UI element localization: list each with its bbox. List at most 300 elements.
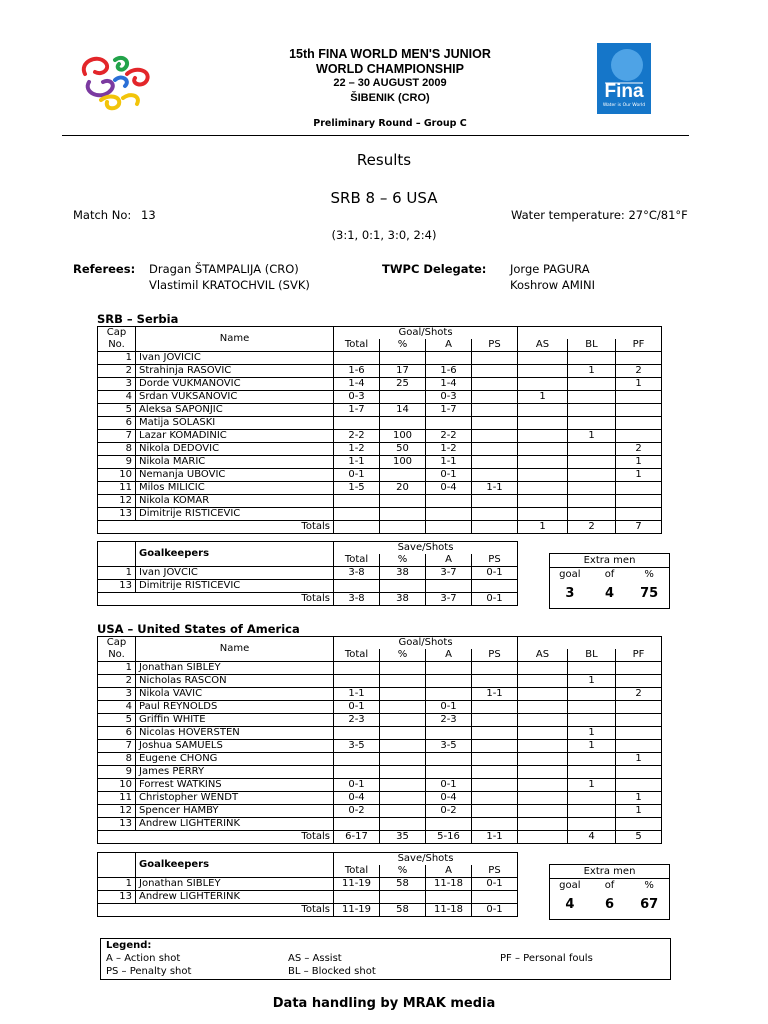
table-row [98, 740, 662, 753]
stat-pf [616, 701, 662, 714]
cap-number: 1 [98, 567, 136, 580]
header-a: A [426, 649, 472, 662]
stat-a [426, 495, 472, 508]
cap-number: 2 [98, 675, 136, 688]
player-name: Paul REYNOLDS [136, 701, 334, 714]
header-pct: % [380, 339, 426, 352]
stat-pf [616, 662, 662, 675]
stat-bl [568, 352, 616, 365]
total-pct: 38 [380, 593, 426, 606]
header-pct: % [380, 865, 426, 878]
total-pf: 5 [616, 831, 662, 844]
player-name: Spencer HAMBY [136, 805, 334, 818]
header-bl: BL [568, 339, 616, 352]
stat-a [426, 753, 472, 766]
stat-pf: 2 [616, 688, 662, 701]
pct-label: % [644, 880, 654, 891]
match-score: SRB 8 – 6 USA [330, 189, 438, 207]
player-name: Jonathan SIBLEY [136, 662, 334, 675]
table-row [98, 675, 662, 688]
stat-total [334, 352, 380, 365]
total-ps [472, 521, 518, 534]
stat-pct: 100 [380, 430, 426, 443]
cap-number: 7 [98, 430, 136, 443]
delegate-label: TWPC Delegate: [382, 262, 487, 276]
cap-number: 10 [98, 779, 136, 792]
stat-bl [568, 662, 616, 675]
stat-as [518, 469, 568, 482]
goalkeeper-table [97, 541, 518, 606]
stat-total: 1-6 [334, 365, 380, 378]
header-pct: % [380, 649, 426, 662]
header-blank [518, 637, 662, 650]
stat-a: 1-4 [426, 378, 472, 391]
extra-men-of: 4 [604, 586, 615, 601]
total-ps: 0-1 [472, 593, 518, 606]
header-save-shots: Save/Shots [334, 542, 518, 555]
total-a [426, 521, 472, 534]
player-name: Andrew LIGHTERINK [136, 818, 334, 831]
stat-ps [472, 740, 518, 753]
stat-ps [472, 662, 518, 675]
legend-item: PF – Personal fouls [500, 953, 593, 964]
goalkeeper-name: Dimitrije RISTICEVIC [136, 580, 334, 593]
stat-bl [568, 469, 616, 482]
referees-label: Referees: [73, 262, 136, 276]
table-row [98, 378, 662, 391]
player-name: Nicholas RASCON [136, 675, 334, 688]
stat-as [518, 378, 568, 391]
stat-pct: 14 [380, 404, 426, 417]
stat-pct [380, 675, 426, 688]
table-row [98, 766, 662, 779]
header-blank [98, 542, 136, 567]
player-name: Nikola VAVIC [136, 688, 334, 701]
cap-number: 4 [98, 391, 136, 404]
stat-bl [568, 701, 616, 714]
player-name: Nikola KOMAR [136, 495, 334, 508]
header-a: A [426, 865, 472, 878]
stat-a [426, 891, 472, 904]
goal-label: goal [559, 880, 581, 891]
table-row [98, 727, 662, 740]
stat-pct [380, 805, 426, 818]
stat-ps [472, 891, 518, 904]
referee-2: Vlastimil KRATOCHVIL (SVK) [149, 278, 310, 292]
stat-a [426, 727, 472, 740]
stat-total: 0-3 [334, 391, 380, 404]
stat-ps [472, 365, 518, 378]
stat-pct [380, 580, 426, 593]
cap-number: 13 [98, 580, 136, 593]
stat-as [518, 779, 568, 792]
table-row [98, 891, 518, 904]
legend-box [100, 938, 671, 980]
stat-ps [472, 404, 518, 417]
fina-logo: Fina Water is Our World [597, 43, 651, 114]
stat-as [518, 365, 568, 378]
cap-number: 11 [98, 792, 136, 805]
stat-ps [472, 456, 518, 469]
stat-pf: 2 [616, 365, 662, 378]
table-row [98, 430, 662, 443]
table-row [98, 688, 662, 701]
table-row [98, 567, 518, 580]
stat-as [518, 727, 568, 740]
stat-total [334, 417, 380, 430]
stat-bl [568, 714, 616, 727]
extra-men-goal: 3 [565, 586, 575, 601]
header-divider [62, 135, 689, 136]
of-label: of [604, 880, 615, 891]
total-a: 3-7 [426, 593, 472, 606]
cap-number: 8 [98, 753, 136, 766]
stat-pf: 1 [616, 456, 662, 469]
table-row [98, 701, 662, 714]
player-name: Joshua SAMUELS [136, 740, 334, 753]
stat-bl: 1 [568, 727, 616, 740]
stat-pf [616, 352, 662, 365]
total-pf: 7 [616, 521, 662, 534]
cap-number: 3 [98, 688, 136, 701]
stat-pf: 1 [616, 805, 662, 818]
header-total: Total [334, 554, 380, 567]
stat-ps [472, 792, 518, 805]
cap-number: 1 [98, 662, 136, 675]
legend-item: PS – Penalty shot [106, 966, 192, 977]
header-pf: PF [616, 649, 662, 662]
stat-a: 0-3 [426, 391, 472, 404]
table-row [98, 662, 662, 675]
total-total: 6-17 [334, 831, 380, 844]
total-as [518, 831, 568, 844]
goalkeeper-table [97, 852, 518, 917]
round-label: Preliminary Round – Group C [313, 118, 467, 129]
match-no-label: Match No: [73, 208, 132, 222]
table-row [98, 495, 662, 508]
stat-pct [380, 662, 426, 675]
stat-pct: 20 [380, 482, 426, 495]
stat-pct [380, 417, 426, 430]
stat-total [334, 753, 380, 766]
footer-credit: Data handling by MRAK media [272, 996, 496, 1011]
stat-bl: 1 [568, 430, 616, 443]
stat-pf [616, 417, 662, 430]
stat-a: 1-7 [426, 404, 472, 417]
stat-pct [380, 792, 426, 805]
stat-total [334, 580, 380, 593]
stat-bl [568, 417, 616, 430]
stat-ps [472, 443, 518, 456]
stat-ps [472, 701, 518, 714]
cap-number: 12 [98, 495, 136, 508]
stat-total [334, 495, 380, 508]
stat-pf [616, 404, 662, 417]
stat-total [334, 675, 380, 688]
referee-1: Dragan ŠTAMPALIJA (CRO) [149, 262, 299, 276]
team-title: SRB – Serbia [97, 312, 179, 326]
cap-number: 9 [98, 456, 136, 469]
stat-as [518, 430, 568, 443]
extra-men-title: Extra men [550, 865, 669, 879]
stat-pct: 58 [380, 878, 426, 891]
player-name: Strahinja RASOVIC [136, 365, 334, 378]
stat-pct [380, 727, 426, 740]
stat-bl [568, 495, 616, 508]
table-row [98, 580, 518, 593]
total-ps: 0-1 [472, 904, 518, 917]
stat-bl [568, 508, 616, 521]
stat-pf [616, 391, 662, 404]
stat-as [518, 404, 568, 417]
stat-ps [472, 818, 518, 831]
cap-number: 9 [98, 766, 136, 779]
table-row [98, 352, 662, 365]
player-name: Nicolas HOVERSTEN [136, 727, 334, 740]
cap-number: 13 [98, 891, 136, 904]
cap-number: 10 [98, 469, 136, 482]
table-row [98, 365, 662, 378]
stat-bl: 1 [568, 365, 616, 378]
extra-men-box [549, 553, 670, 609]
header-ps: PS [472, 865, 518, 878]
stat-pct [380, 352, 426, 365]
player-name: James PERRY [136, 766, 334, 779]
stat-ps [472, 508, 518, 521]
stat-a [426, 675, 472, 688]
stat-bl: 1 [568, 675, 616, 688]
stat-bl [568, 456, 616, 469]
stat-pct [380, 508, 426, 521]
legend-item: A – Action shot [106, 953, 181, 964]
stat-ps [472, 352, 518, 365]
player-name: Ivan JOVICIC [136, 352, 334, 365]
header-blank [518, 327, 662, 340]
stat-total: 3-8 [334, 567, 380, 580]
table-row [98, 482, 662, 495]
championship-logo [75, 52, 159, 112]
stat-as [518, 482, 568, 495]
stat-a: 0-1 [426, 701, 472, 714]
stat-pct [380, 495, 426, 508]
header-total: Total [334, 865, 380, 878]
stat-bl [568, 818, 616, 831]
extra-men-title: Extra men [550, 554, 669, 568]
player-name: Forrest WATKINS [136, 779, 334, 792]
player-name: Nikola DEDOVIC [136, 443, 334, 456]
table-row [98, 753, 662, 766]
stat-ps: 0-1 [472, 567, 518, 580]
stat-total [334, 662, 380, 675]
stat-pf: 1 [616, 469, 662, 482]
legend-item: BL – Blocked shot [288, 966, 376, 977]
header-pf: PF [616, 339, 662, 352]
stat-as [518, 766, 568, 779]
stat-as [518, 456, 568, 469]
stat-as [518, 792, 568, 805]
stat-a [426, 766, 472, 779]
stat-bl [568, 792, 616, 805]
header-name: Name [136, 327, 334, 352]
stat-bl [568, 391, 616, 404]
stat-a: 3-5 [426, 740, 472, 753]
cap-number: 12 [98, 805, 136, 818]
legend-title: Legend: [106, 940, 152, 951]
header-ps: PS [472, 554, 518, 567]
extra-men-goal: 4 [565, 897, 575, 912]
goalkeeper-name: Ivan JOVCIC [136, 567, 334, 580]
header-save-shots: Save/Shots [334, 853, 518, 866]
header-bl: BL [568, 649, 616, 662]
table-row [98, 456, 662, 469]
total-bl: 4 [568, 831, 616, 844]
table-row [98, 779, 662, 792]
total-total [334, 521, 380, 534]
stat-pf: 2 [616, 443, 662, 456]
stat-a: 1-2 [426, 443, 472, 456]
table-row [98, 818, 662, 831]
cap-number: 8 [98, 443, 136, 456]
header-total: Total [334, 339, 380, 352]
cap-number: 5 [98, 404, 136, 417]
stat-pf [616, 740, 662, 753]
cap-number: 13 [98, 508, 136, 521]
stat-pf [616, 779, 662, 792]
legend-item: AS – Assist [288, 953, 342, 964]
stat-ps: 1-1 [472, 688, 518, 701]
stat-a [426, 580, 472, 593]
table-row [98, 391, 662, 404]
team-title: USA – United States of America [97, 622, 300, 636]
stat-ps [472, 779, 518, 792]
player-name: Matija SOLASKI [136, 417, 334, 430]
stat-a: 0-4 [426, 482, 472, 495]
cap-number: 4 [98, 701, 136, 714]
cap-number: 7 [98, 740, 136, 753]
goalkeepers-heading: Goalkeepers [136, 853, 334, 878]
stat-pct [380, 753, 426, 766]
total-pct: 35 [380, 831, 426, 844]
total-ps: 1-1 [472, 831, 518, 844]
stat-a: 0-4 [426, 792, 472, 805]
stat-bl: 1 [568, 779, 616, 792]
stat-pf [616, 482, 662, 495]
stat-total: 1-7 [334, 404, 380, 417]
stat-bl [568, 753, 616, 766]
totals-label: Totals [98, 904, 334, 917]
player-name: Griffin WHITE [136, 714, 334, 727]
cap-number: 5 [98, 714, 136, 727]
extra-men-pct: 67 [640, 897, 659, 912]
stat-total [334, 727, 380, 740]
stat-total: 0-4 [334, 792, 380, 805]
totals-label: Totals [98, 593, 334, 606]
total-pct: 58 [380, 904, 426, 917]
period-scores: (3:1, 0:1, 3:0, 2:4) [331, 228, 437, 242]
stat-as [518, 818, 568, 831]
stat-pct: 50 [380, 443, 426, 456]
cap-number: 13 [98, 818, 136, 831]
table-row [98, 878, 518, 891]
match-no-value: 13 [141, 208, 156, 222]
delegate-1: Jorge PAGURA [510, 262, 590, 276]
player-name: Eugene CHONG [136, 753, 334, 766]
stat-total: 1-5 [334, 482, 380, 495]
header-cap: Cap [98, 637, 136, 650]
stat-ps [472, 753, 518, 766]
stat-pf [616, 495, 662, 508]
stat-ps [472, 675, 518, 688]
stat-pf [616, 675, 662, 688]
stat-ps [472, 714, 518, 727]
stat-pct [380, 714, 426, 727]
stat-bl [568, 688, 616, 701]
stat-ps [472, 495, 518, 508]
extra-men-pct: 75 [640, 586, 659, 601]
stat-pf [616, 727, 662, 740]
stat-as: 1 [518, 391, 568, 404]
stat-a [426, 818, 472, 831]
stat-a [426, 508, 472, 521]
cap-number: 3 [98, 378, 136, 391]
stat-total: 2-3 [334, 714, 380, 727]
stat-pct: 38 [380, 567, 426, 580]
stat-bl [568, 378, 616, 391]
goalkeepers-heading: Goalkeepers [136, 542, 334, 567]
stat-total: 2-2 [334, 430, 380, 443]
stat-total: 11-19 [334, 878, 380, 891]
player-name: Aleksa SAPONJIC [136, 404, 334, 417]
stat-pf [616, 714, 662, 727]
stat-total: 1-1 [334, 456, 380, 469]
stat-ps: 0-1 [472, 878, 518, 891]
stat-pct [380, 818, 426, 831]
player-name: Nemanja UBOVIĆ [136, 469, 334, 482]
player-name: Nikola MARIC [136, 456, 334, 469]
stat-ps [472, 391, 518, 404]
player-name: Srdan VUKSANOVIC [136, 391, 334, 404]
stat-total [334, 891, 380, 904]
header-ps: PS [472, 649, 518, 662]
stat-as [518, 805, 568, 818]
stat-pf [616, 508, 662, 521]
stat-as [518, 508, 568, 521]
stat-pf: 1 [616, 792, 662, 805]
goalkeeper-name: Andrew LIGHTERINK [136, 891, 334, 904]
stat-total [334, 818, 380, 831]
cap-number: 1 [98, 352, 136, 365]
extra-men-of: 6 [604, 897, 615, 912]
stat-pct [380, 891, 426, 904]
stat-as [518, 443, 568, 456]
stat-pct: 17 [380, 365, 426, 378]
table-row [98, 805, 662, 818]
stat-a: 1-1 [426, 456, 472, 469]
table-row [98, 508, 662, 521]
header-name: Name [136, 637, 334, 662]
pct-label: % [644, 569, 654, 580]
stat-as [518, 714, 568, 727]
header-no: No. [98, 649, 136, 662]
stat-ps [472, 805, 518, 818]
player-name: Dimitrije RISTICEVIC [136, 508, 334, 521]
goal-label: goal [559, 569, 581, 580]
header-total: Total [334, 649, 380, 662]
stat-pct [380, 701, 426, 714]
stat-total: 3-5 [334, 740, 380, 753]
table-row [98, 469, 662, 482]
stat-a: 1-6 [426, 365, 472, 378]
